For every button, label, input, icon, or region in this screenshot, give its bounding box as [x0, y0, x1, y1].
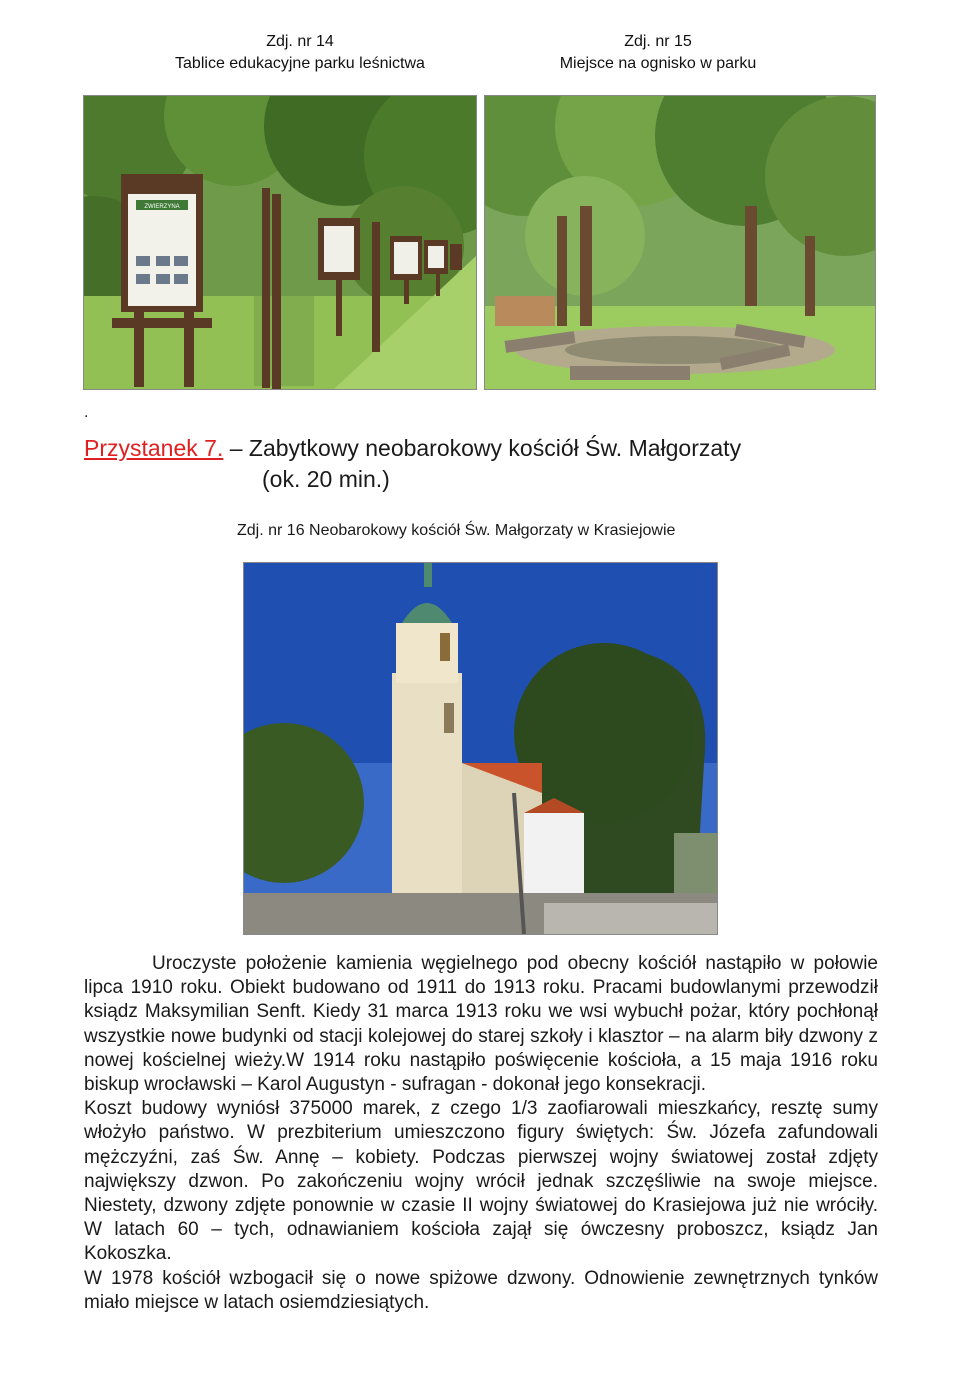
- photo-14-caption: [170, 31, 430, 75]
- photo-church: [243, 562, 718, 935]
- photo-education-boards: [83, 95, 477, 390]
- paragraph: Koszt budowy wyniósł 375000 marek, z czego 1/3 zaofiarowali mieszkańcy, resztę sumy włożyło państwo. W prezbiterium umieszczono figury świętych: Św. Józefa zafundowali mężczyźni, zaś Św. Annę – kobiety. Podczas pierwszej wojny światowej został zdjęty największy dzwon. Po zakończeniu wojny wrócił jednak szczęśliwie na swoje miejsce. Niestety, dzwony zdjęte ponownie w czasie II wojny światowej do Krasiejowa już nie wróciły. W latach 60 – tych, odnawianiem kościoła zajął się ówczesny proboszcz, ksiądz Jan Kokoszka.: [84, 1098, 878, 1265]
- article-body: [84, 952, 878, 1315]
- board-sign-text: ZWIERZYNA: [144, 204, 180, 210]
- photo-15-title: Miejsce na ognisko w parku: [559, 55, 757, 72]
- photo-14-number: Zdj. nr 14: [266, 33, 334, 50]
- paragraph: Uroczyste położenie kamienia węgielnego pod obecny kościół nastąpiło w połowie lipca 1910 roku. Obiekt budowano od 1911 do 1913 roku. Pracami budowlanymi przewodził ksiądz Maksymilian Senft. Kiedy 31 marca 1913 roku we wsi wybuchł pożar, który pochłonął wszystkie nowe budynki od stacji kolejowej do starej szkoły i klasztor – na alarm biły dzwony z nowej kościelnej wieży.W 1914 roku nastąpiło poświęcenie kościoła, a 15 maja 1916 roku biskup wrocławski – Karol Augustyn - sufragan - dokonał jego konsekracji.: [84, 953, 878, 1096]
- photo-16-caption: Zdj. nr 16 Neobarokowy kościół Św. Małgorzaty w Krasiejowie: [237, 522, 676, 539]
- heading-title: – Zabytkowy neobarokowy kościół Św. Małgorzaty: [223, 435, 742, 461]
- paragraph: W 1978 kościół wzbogacił się o nowe spiżowe dzwony. Odnowienie zewnętrznych tynków miało miejsce w latach osiemdziesiątych.: [84, 1267, 878, 1313]
- heading-time: (ok. 20 min.): [262, 466, 390, 492]
- section-heading: [84, 433, 844, 495]
- stray-dot: .: [84, 404, 89, 421]
- photo-15-number: Zdj. nr 15: [624, 33, 692, 50]
- stop-label: Przystanek 7.: [84, 435, 224, 461]
- photo-campfire-place: [484, 95, 876, 390]
- photo-14-title: Tablice edukacyjne parku leśnictwa: [175, 55, 425, 72]
- photo-15-caption: [528, 31, 788, 75]
